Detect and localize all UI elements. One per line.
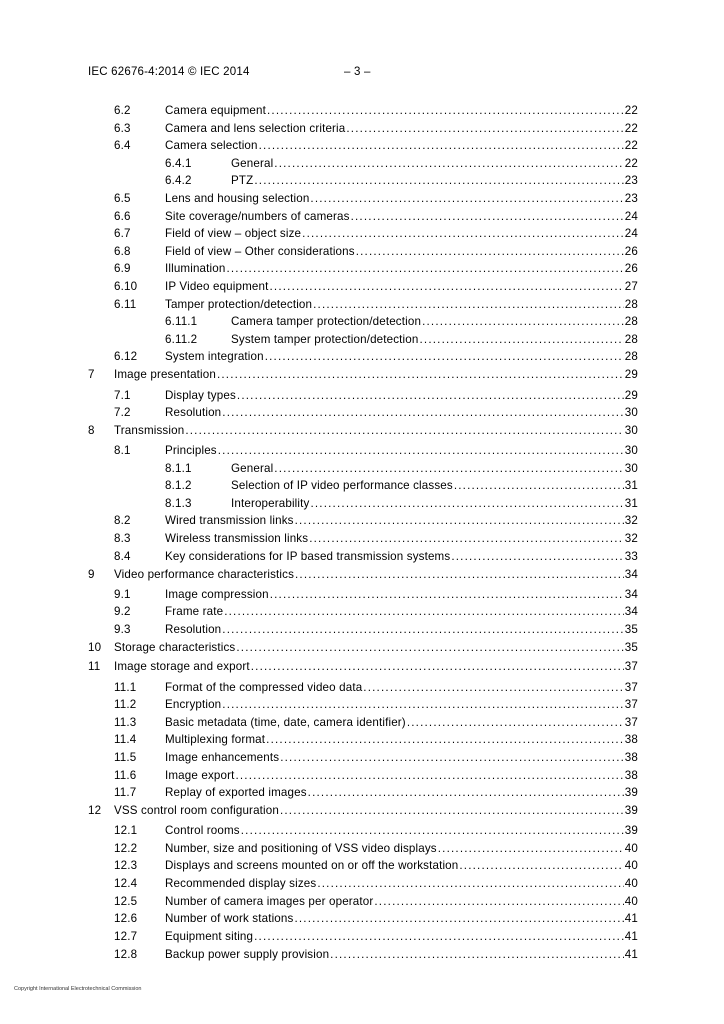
toc-entry[interactable] [88,568,638,582]
toc-entry-title: Lens and housing selection [165,192,310,205]
toc-entry-page: 38 [624,751,638,764]
toc-entry[interactable] [114,406,638,420]
toc-entry-title: Camera equipment [165,104,266,117]
toc-entry-number: 8.3 [114,532,131,545]
dot-leader [222,406,624,420]
toc-entry-title: Wireless transmission links [165,532,309,545]
toc-entry-page: 35 [624,623,638,636]
toc-entry[interactable] [114,139,638,153]
toc-entry[interactable] [88,804,638,818]
toc-entry[interactable] [114,444,638,458]
toc-entry-page: 24 [624,227,638,240]
running-header [88,66,371,78]
dot-leader [363,681,624,695]
toc-entry-number: 6.5 [114,192,131,205]
toc-entry[interactable] [114,912,638,926]
toc-entry-number: 11.1 [114,681,137,694]
toc-entry[interactable] [165,497,638,511]
toc-entry-title: Encryption [165,698,222,711]
toc-entry-number: 7 [88,368,95,381]
dot-leader [310,192,623,206]
toc-entry-title: Field of view – object size [165,227,302,240]
toc-entry-page: 41 [624,930,638,943]
toc-entry[interactable] [114,227,638,241]
toc-entry-number: 10 [88,641,102,654]
toc-entry-number: 8.4 [114,550,131,563]
toc-entry[interactable] [114,716,638,730]
dot-leader [302,227,624,241]
toc-entry-title: Control rooms [165,824,240,837]
toc-entry[interactable] [114,877,638,891]
toc-entry-page: 24 [624,210,638,223]
toc-entry-title: Displays and screens mounted on or off the workstation [165,859,459,872]
toc-entry-title: Video performance characteristics [114,568,295,581]
dot-leader [269,280,623,294]
toc-entry[interactable] [114,769,638,783]
toc-entry-title: Format of the compressed video data [165,681,363,694]
toc-entry-page: 22 [624,157,638,170]
toc-entry-page: 37 [624,698,638,711]
toc-entry-page: 30 [624,462,638,475]
toc-entry-number: 11.5 [114,751,137,764]
toc-entry[interactable] [165,315,638,329]
toc-entry-title: Display types [165,389,236,402]
toc-entry-page: 23 [624,174,638,187]
toc-entry-page: 28 [624,350,638,363]
toc-entry-title: Image compression [165,588,269,601]
toc-entry-number: 6.3 [114,122,131,135]
toc-entry-page: 22 [624,139,638,152]
toc-entry-page: 34 [624,568,638,581]
toc-entry-page: 30 [624,444,638,457]
dot-leader [356,245,624,259]
dot-leader [241,824,624,838]
toc-entry-number: 8.1.3 [165,497,192,510]
toc-entry-page: 28 [624,298,638,311]
toc-entry[interactable] [114,859,638,873]
toc-entry-page: 31 [624,479,638,492]
toc-entry-number: 12.1 [114,824,138,837]
toc-entry-title: Recommended display sizes [165,877,317,890]
toc-entry-page: 31 [624,497,638,510]
toc-entry[interactable] [114,605,638,619]
toc-entry-page: 39 [624,786,638,799]
toc-entry-title: VSS control room configuration [114,804,279,817]
toc-entry-number: 9.3 [114,623,131,636]
toc-entry-title: Frame rate [165,605,224,618]
toc-entry[interactable] [114,104,638,118]
dot-leader [313,298,624,312]
toc-entry-number: 9.2 [114,605,131,618]
toc-entry-number: 6.8 [114,245,131,258]
toc-entry-title: Image presentation [114,368,216,381]
toc-entry-number: 11.3 [114,716,137,729]
toc-entry-title: General [231,157,274,170]
dot-leader [407,716,624,730]
toc-entry-title: Illumination [165,262,226,275]
toc-entry[interactable] [114,733,638,747]
toc-entry-title: PTZ [231,174,254,187]
toc-entry[interactable] [114,751,638,765]
toc-entry-page: 38 [624,769,638,782]
toc-entry[interactable] [114,842,638,856]
toc-entry-number: 11 [88,660,101,673]
toc-entry-page: 34 [624,605,638,618]
toc-entry[interactable] [114,210,638,224]
toc-entry[interactable] [114,298,638,312]
toc-entry-number: 7.2 [114,406,131,419]
toc-entry-number: 8 [88,424,95,437]
toc-entry-number: 6.11 [114,298,137,311]
toc-entry-number: 6.2 [114,104,131,117]
toc-entry-number: 12 [88,804,102,817]
toc-entry-number: 12.3 [114,859,138,872]
toc-entry-page: 22 [624,104,638,117]
dot-leader [224,605,624,619]
dot-leader [237,389,624,403]
toc-entry-title: Equipment siting [165,930,254,943]
toc-entry-number: 8.1.1 [165,462,192,475]
dot-leader [236,641,623,655]
toc-entry-page: 41 [624,948,638,961]
dot-leader [438,842,624,856]
toc-entry-page: 37 [624,716,638,729]
toc-entry-title: Selection of IP video performance classes [231,479,453,492]
toc-entry-page: 37 [624,660,638,673]
dot-leader [294,912,623,926]
dot-leader [251,660,624,674]
dot-leader [226,262,623,276]
toc-entry-page: 30 [624,424,638,437]
dot-leader [419,333,623,347]
toc-entry-number: 11.2 [114,698,137,711]
toc-entry-number: 6.11.2 [165,333,198,346]
dot-leader [459,859,623,873]
toc-entry[interactable] [165,157,638,171]
toc-entry[interactable] [165,333,638,347]
toc-entry-title: Camera tamper protection/detection [231,315,422,328]
dot-leader [222,623,624,637]
dot-leader [235,769,623,783]
toc-entry-number: 6.9 [114,262,131,275]
toc-entry-number: 6.4 [114,139,131,152]
dot-leader [454,479,624,493]
toc-entry-page: 29 [624,389,638,402]
toc-entry-title: System integration [165,350,264,363]
toc-entry[interactable] [165,174,638,188]
toc-entry-page: 39 [624,824,638,837]
toc-entry-page: 22 [624,122,638,135]
toc-entry-number: 11.6 [114,769,137,782]
toc-entry-page: 35 [624,641,638,654]
toc-entry-number: 11.7 [114,786,137,799]
toc-entry-title: Image enhancements [165,751,280,764]
dot-leader [185,424,623,438]
toc-entry-number: 8.2 [114,514,131,527]
dot-leader [254,174,623,188]
toc-entry-number: 12.7 [114,930,138,943]
toc-entry-title: Storage characteristics [114,641,236,654]
toc-entry-number: 8.1 [114,444,131,457]
toc-entry[interactable] [114,532,638,546]
toc-entry-title: Replay of exported images [165,786,307,799]
toc-entry[interactable] [114,192,638,206]
toc-entry-number: 12.6 [114,912,138,925]
dot-leader [451,550,623,564]
toc-entry-title: Number, size and positioning of VSS video displays [165,842,437,855]
dot-leader [280,804,624,818]
toc-entry-title: Basic metadata (time, date, camera identifier) [165,716,406,729]
toc-entry[interactable] [88,641,638,655]
toc-entry-page: 28 [624,315,638,328]
toc-entry-title: Backup power supply provision [165,948,330,961]
toc-entry-page: 41 [624,912,638,925]
toc-entry-title: Camera and lens selection criteria [165,122,346,135]
page-number: – 3 – [344,66,371,78]
toc-entry-title: Site coverage/numbers of cameras [165,210,350,223]
dot-leader [280,751,624,765]
toc-entry-page: 32 [624,514,638,527]
toc-entry-title: Number of camera images per operator [165,895,374,908]
dot-leader [317,877,623,891]
toc-entry[interactable] [88,368,638,382]
toc-entry[interactable] [114,262,638,276]
toc-entry-title: Key considerations for IP based transmission systems [165,550,451,563]
dot-leader [422,315,624,329]
toc-entry[interactable] [114,698,638,712]
dot-leader [310,497,623,511]
toc-entry-page: 40 [624,877,638,890]
dot-leader [308,786,624,800]
toc-entry-title: Resolution [165,623,222,636]
dot-leader [267,104,624,118]
toc-entry-number: 6.7 [114,227,131,240]
toc-entry-page: 29 [624,368,638,381]
dot-leader [351,210,624,224]
toc-entry-title: Image storage and export [114,660,250,673]
toc-entry-page: 26 [624,245,638,258]
dot-leader [270,588,624,602]
dot-leader [274,157,624,171]
toc-entry[interactable] [114,824,638,838]
toc-entry[interactable] [114,588,638,602]
dot-leader [309,532,624,546]
toc-entry[interactable] [114,122,638,136]
toc-entry-title: Transmission [114,424,185,437]
toc-entry[interactable] [165,462,638,476]
toc-entry-number: 7.1 [114,389,131,402]
toc-entry-number: 6.10 [114,280,138,293]
dot-leader [222,698,624,712]
toc-entry-page: 38 [624,733,638,746]
dot-leader [346,122,623,136]
toc-entry-number: 6.11.1 [165,315,198,328]
dot-leader [295,568,624,582]
toc-entry-page: 30 [624,406,638,419]
toc-entry-number: 12.8 [114,948,138,961]
toc-entry-page: 37 [624,681,638,694]
dot-leader [254,930,624,944]
toc-entry-page: 33 [624,550,638,563]
toc-entry[interactable] [165,479,638,493]
toc-entry-title: Image export [165,769,235,782]
toc-entry[interactable] [114,930,638,944]
toc-entry-number: 6.4.2 [165,174,192,187]
toc-entry-number: 6.4.1 [165,157,192,170]
toc-entry-title: Field of view – Other considerations [165,245,355,258]
toc-entry-page: 27 [624,280,638,293]
toc-entry-page: 32 [624,532,638,545]
document-reference: IEC 62676-4:2014 © IEC 2014 [88,66,250,78]
toc-entry-page: 34 [624,588,638,601]
toc-entry-number: 9 [88,568,95,581]
toc-entry-title: Tamper protection/detection [165,298,313,311]
toc-entry[interactable] [88,660,638,674]
toc-entry-title: General [231,462,274,475]
toc-entry-number: 8.1.2 [165,479,192,492]
toc-entry[interactable] [88,424,638,438]
toc-entry-number: 6.6 [114,210,131,223]
dot-leader [330,948,624,962]
dot-leader [217,368,624,382]
toc-entry[interactable] [114,681,638,695]
dot-leader [266,733,624,747]
toc-entry-page: 28 [624,333,638,346]
toc-entry-title: Principles [165,444,217,457]
toc-entry[interactable] [114,245,638,259]
toc-entry-page: 40 [624,859,638,872]
toc-entry-page: 26 [624,262,638,275]
toc-entry-title: IP Video equipment [165,280,269,293]
toc-entry[interactable] [114,948,638,962]
toc-entry-title: Multiplexing format [165,733,266,746]
toc-entry[interactable] [114,350,638,364]
toc-entry-page: 40 [624,895,638,908]
toc-entry[interactable] [114,786,638,800]
toc-entry-page: 23 [624,192,638,205]
toc-entry-page: 40 [624,842,638,855]
toc-entry[interactable] [114,280,638,294]
toc-entry-title: Resolution [165,406,222,419]
copyright-notice: Copyright International Electrotechnical Commission [14,986,142,992]
toc-entry-number: 12.4 [114,877,138,890]
toc-entry[interactable] [114,623,638,637]
toc-entry-title: Number of work stations [165,912,294,925]
toc-entry-number: 12.2 [114,842,138,855]
toc-entry-title: Interoperability [231,497,310,510]
toc-entry[interactable] [114,514,638,528]
dot-leader [374,895,623,909]
dot-leader [274,462,624,476]
toc-entry-title: Wired transmission links [165,514,294,527]
toc-entry[interactable] [114,550,638,564]
toc-entry-title: Camera selection [165,139,258,152]
dot-leader [265,350,624,364]
toc-entry-number: 11.4 [114,733,137,746]
toc-entry-title: System tamper protection/detection [231,333,419,346]
toc-entry-page: 39 [624,804,638,817]
toc-entry[interactable] [114,895,638,909]
toc-entry-number: 12.5 [114,895,138,908]
dot-leader [259,139,624,153]
dot-leader [295,514,624,528]
toc-entry-number: 6.12 [114,350,138,363]
dot-leader [218,444,624,458]
toc-entry[interactable] [114,389,638,403]
toc-entry-number: 9.1 [114,588,131,601]
